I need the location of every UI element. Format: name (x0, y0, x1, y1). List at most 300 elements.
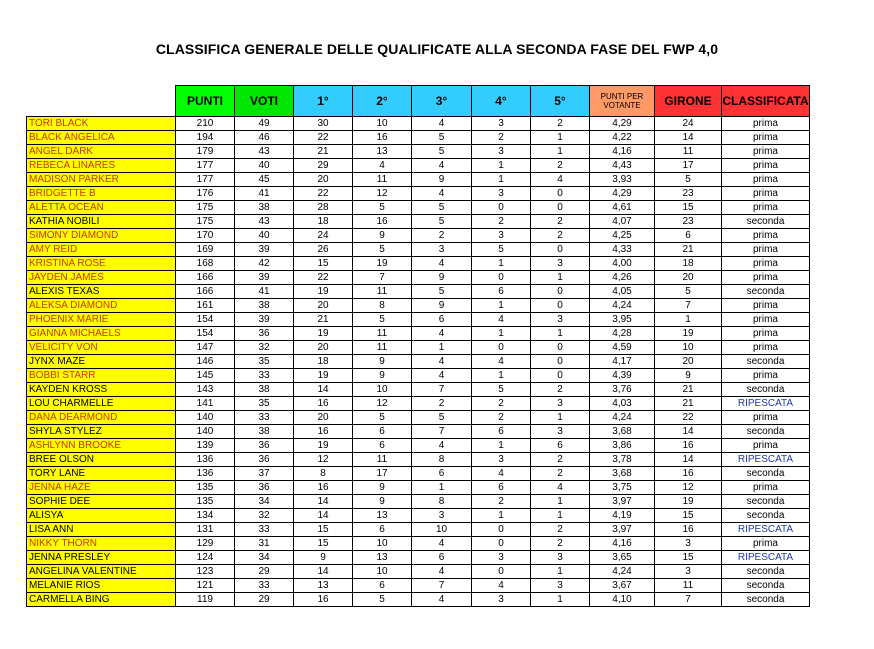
cell-girone: 15 (655, 551, 722, 565)
cell-girone: 10 (655, 341, 722, 355)
cell-5th: 2 (531, 117, 590, 131)
cell-2nd: 5 (353, 411, 412, 425)
cell-voti: 41 (235, 187, 294, 201)
cell-classificata: RIPESCATA (722, 453, 810, 467)
cell-girone: 12 (655, 481, 722, 495)
table-row (27, 243, 810, 257)
cell-1st: 18 (294, 215, 353, 229)
cell-punti-per-votante: 3,65 (590, 551, 655, 565)
cell-5th: 1 (531, 131, 590, 145)
cell-punti: 168 (176, 257, 235, 271)
cell-voti: 38 (235, 383, 294, 397)
cell-1st: 14 (294, 495, 353, 509)
cell-punti: 166 (176, 271, 235, 285)
cell-punti: 145 (176, 369, 235, 383)
table-row (27, 341, 810, 355)
cell-4th: 3 (472, 229, 531, 243)
cell-name: ANGELINA VALENTINE (27, 565, 176, 579)
cell-classificata: prima (722, 131, 810, 145)
cell-3rd: 4 (412, 565, 472, 579)
cell-punti: 154 (176, 313, 235, 327)
table-row (27, 425, 810, 439)
cell-punti: 140 (176, 411, 235, 425)
cell-2nd: 13 (353, 551, 412, 565)
cell-punti: 135 (176, 481, 235, 495)
cell-punti-per-votante: 4,59 (590, 341, 655, 355)
cell-2nd: 5 (353, 243, 412, 257)
cell-4th: 0 (472, 201, 531, 215)
cell-5th: 6 (531, 439, 590, 453)
cell-voti: 39 (235, 313, 294, 327)
cell-name: ALETTA OCEAN (27, 201, 176, 215)
cell-2nd: 16 (353, 215, 412, 229)
cell-2nd: 12 (353, 397, 412, 411)
cell-2nd: 11 (353, 327, 412, 341)
cell-4th: 1 (472, 159, 531, 173)
cell-1st: 15 (294, 523, 353, 537)
cell-3rd: 7 (412, 383, 472, 397)
cell-4th: 1 (472, 173, 531, 187)
table-row (27, 383, 810, 397)
cell-5th: 0 (531, 243, 590, 257)
cell-punti-per-votante: 4,39 (590, 369, 655, 383)
cell-4th: 3 (472, 551, 531, 565)
cell-classificata: RIPESCATA (722, 523, 810, 537)
cell-classificata: seconda (722, 565, 810, 579)
cell-name: NIKKY THORN (27, 537, 176, 551)
cell-1st: 8 (294, 467, 353, 481)
header-girone: GIRONE (655, 86, 722, 117)
cell-classificata: prima (722, 481, 810, 495)
cell-1st: 12 (294, 453, 353, 467)
cell-1st: 20 (294, 341, 353, 355)
cell-classificata: prima (722, 439, 810, 453)
cell-3rd: 4 (412, 257, 472, 271)
cell-name: REBECA LINARES (27, 159, 176, 173)
cell-name: VELICITY VON (27, 341, 176, 355)
cell-voti: 32 (235, 509, 294, 523)
cell-5th: 2 (531, 523, 590, 537)
cell-2nd: 12 (353, 187, 412, 201)
cell-punti: 154 (176, 327, 235, 341)
cell-name: LOU CHARMELLE (27, 397, 176, 411)
cell-classificata: prima (722, 201, 810, 215)
cell-3rd: 8 (412, 495, 472, 509)
cell-2nd: 9 (353, 495, 412, 509)
cell-1st: 14 (294, 383, 353, 397)
cell-2nd: 11 (353, 341, 412, 355)
cell-3rd: 4 (412, 327, 472, 341)
cell-punti: 170 (176, 229, 235, 243)
header-2nd: 2° (353, 86, 412, 117)
cell-3rd: 4 (412, 369, 472, 383)
cell-name: ALISYA (27, 509, 176, 523)
cell-voti: 39 (235, 271, 294, 285)
cell-punti: 146 (176, 355, 235, 369)
cell-punti-per-votante: 4,61 (590, 201, 655, 215)
cell-girone: 21 (655, 243, 722, 257)
cell-classificata: prima (722, 145, 810, 159)
cell-5th: 0 (531, 341, 590, 355)
cell-2nd: 6 (353, 439, 412, 453)
cell-voti: 36 (235, 481, 294, 495)
cell-2nd: 13 (353, 509, 412, 523)
cell-punti-per-votante: 3,93 (590, 173, 655, 187)
cell-punti-per-votante: 3,76 (590, 383, 655, 397)
cell-name: ASHLYNN BROOKE (27, 439, 176, 453)
cell-2nd: 9 (353, 355, 412, 369)
table-row (27, 523, 810, 537)
cell-4th: 5 (472, 383, 531, 397)
cell-classificata: seconda (722, 495, 810, 509)
cell-punti: 139 (176, 439, 235, 453)
cell-punti-per-votante: 4,22 (590, 131, 655, 145)
cell-punti-per-votante: 4,05 (590, 285, 655, 299)
cell-1st: 26 (294, 243, 353, 257)
table-row (27, 495, 810, 509)
cell-2nd: 10 (353, 117, 412, 131)
cell-voti: 31 (235, 537, 294, 551)
cell-5th: 3 (531, 551, 590, 565)
cell-classificata: seconda (722, 285, 810, 299)
cell-5th: 1 (531, 495, 590, 509)
cell-2nd: 9 (353, 481, 412, 495)
cell-punti-per-votante: 4,16 (590, 537, 655, 551)
cell-4th: 2 (472, 131, 531, 145)
cell-4th: 5 (472, 243, 531, 257)
cell-1st: 15 (294, 257, 353, 271)
cell-1st: 22 (294, 131, 353, 145)
cell-punti: 179 (176, 145, 235, 159)
cell-1st: 15 (294, 537, 353, 551)
cell-2nd: 5 (353, 313, 412, 327)
cell-3rd: 3 (412, 243, 472, 257)
cell-punti-per-votante: 4,24 (590, 565, 655, 579)
cell-1st: 30 (294, 117, 353, 131)
header-row (27, 86, 810, 117)
cell-5th: 2 (531, 537, 590, 551)
table-row (27, 173, 810, 187)
cell-voti: 36 (235, 439, 294, 453)
cell-4th: 0 (472, 565, 531, 579)
table-row (27, 579, 810, 593)
cell-2nd: 9 (353, 229, 412, 243)
cell-4th: 1 (472, 369, 531, 383)
header-3rd: 3° (412, 86, 472, 117)
cell-4th: 0 (472, 271, 531, 285)
cell-3rd: 2 (412, 229, 472, 243)
cell-4th: 2 (472, 411, 531, 425)
cell-punti: 175 (176, 215, 235, 229)
cell-name: TORI BLACK (27, 117, 176, 131)
cell-name: LISA ANN (27, 523, 176, 537)
cell-classificata: prima (722, 229, 810, 243)
cell-1st: 16 (294, 593, 353, 607)
cell-punti: 135 (176, 495, 235, 509)
cell-3rd: 9 (412, 173, 472, 187)
cell-5th: 4 (531, 481, 590, 495)
cell-punti-per-votante: 4,19 (590, 509, 655, 523)
cell-punti-per-votante: 3,78 (590, 453, 655, 467)
table-row (27, 299, 810, 313)
cell-5th: 2 (531, 215, 590, 229)
table-row (27, 453, 810, 467)
cell-girone: 21 (655, 383, 722, 397)
cell-classificata: seconda (722, 215, 810, 229)
cell-classificata: prima (722, 187, 810, 201)
table-row (27, 201, 810, 215)
cell-5th: 0 (531, 355, 590, 369)
cell-name: GIANNA MICHAELS (27, 327, 176, 341)
cell-4th: 3 (472, 593, 531, 607)
cell-punti: 175 (176, 201, 235, 215)
cell-4th: 1 (472, 327, 531, 341)
cell-1st: 19 (294, 285, 353, 299)
cell-classificata: seconda (722, 509, 810, 523)
cell-punti-per-votante: 3,97 (590, 495, 655, 509)
cell-punti-per-votante: 4,24 (590, 411, 655, 425)
cell-voti: 34 (235, 551, 294, 565)
cell-2nd: 6 (353, 425, 412, 439)
cell-punti-per-votante: 4,28 (590, 327, 655, 341)
cell-2nd: 6 (353, 523, 412, 537)
table-row (27, 313, 810, 327)
cell-girone: 5 (655, 173, 722, 187)
cell-5th: 2 (531, 229, 590, 243)
cell-2nd: 10 (353, 565, 412, 579)
cell-3rd: 10 (412, 523, 472, 537)
cell-3rd: 6 (412, 313, 472, 327)
cell-punti-per-votante: 4,26 (590, 271, 655, 285)
cell-4th: 3 (472, 145, 531, 159)
cell-girone: 24 (655, 117, 722, 131)
table-row (27, 565, 810, 579)
cell-5th: 0 (531, 299, 590, 313)
header-punti: PUNTI (176, 86, 235, 117)
cell-punti-per-votante: 4,10 (590, 593, 655, 607)
cell-4th: 4 (472, 579, 531, 593)
cell-5th: 3 (531, 257, 590, 271)
table-row (27, 411, 810, 425)
cell-name: TORY LANE (27, 467, 176, 481)
cell-name: BOBBI STARR (27, 369, 176, 383)
table-row (27, 271, 810, 285)
cell-name: SIMONY DIAMOND (27, 229, 176, 243)
cell-5th: 1 (531, 509, 590, 523)
cell-5th: 1 (531, 327, 590, 341)
cell-5th: 2 (531, 467, 590, 481)
cell-classificata: prima (722, 313, 810, 327)
cell-4th: 4 (472, 355, 531, 369)
cell-punti-per-votante: 3,97 (590, 523, 655, 537)
cell-punti: 177 (176, 173, 235, 187)
cell-punti-per-votante: 3,86 (590, 439, 655, 453)
page-title: CLASSIFICA GENERALE DELLE QUALIFICATE ALLA SECONDA FASE DEL FWP 4,0 (155, 41, 719, 57)
cell-5th: 1 (531, 145, 590, 159)
cell-3rd: 3 (412, 509, 472, 523)
cell-5th: 0 (531, 285, 590, 299)
cell-classificata: prima (722, 257, 810, 271)
cell-punti: 119 (176, 593, 235, 607)
cell-girone: 19 (655, 495, 722, 509)
header-blank (27, 86, 176, 117)
cell-punti: 176 (176, 187, 235, 201)
cell-girone: 23 (655, 187, 722, 201)
cell-2nd: 19 (353, 257, 412, 271)
cell-3rd: 2 (412, 397, 472, 411)
cell-1st: 21 (294, 145, 353, 159)
cell-punti: 147 (176, 341, 235, 355)
cell-3rd: 5 (412, 131, 472, 145)
cell-4th: 3 (472, 117, 531, 131)
cell-voti: 34 (235, 495, 294, 509)
cell-2nd: 11 (353, 173, 412, 187)
cell-2nd: 10 (353, 383, 412, 397)
cell-girone: 20 (655, 271, 722, 285)
cell-voti: 38 (235, 425, 294, 439)
cell-5th: 0 (531, 201, 590, 215)
table-row (27, 481, 810, 495)
cell-2nd: 11 (353, 285, 412, 299)
cell-girone: 18 (655, 257, 722, 271)
cell-punti: 143 (176, 383, 235, 397)
cell-voti: 29 (235, 565, 294, 579)
cell-voti: 41 (235, 285, 294, 299)
cell-3rd: 6 (412, 467, 472, 481)
cell-girone: 14 (655, 131, 722, 145)
cell-2nd: 9 (353, 369, 412, 383)
cell-5th: 4 (531, 173, 590, 187)
cell-girone: 15 (655, 509, 722, 523)
cell-3rd: 5 (412, 285, 472, 299)
cell-4th: 4 (472, 313, 531, 327)
cell-name: KATHIA NOBILI (27, 215, 176, 229)
cell-4th: 0 (472, 341, 531, 355)
cell-voti: 38 (235, 201, 294, 215)
cell-1st: 16 (294, 397, 353, 411)
cell-punti-per-votante: 3,68 (590, 467, 655, 481)
cell-classificata: prima (722, 299, 810, 313)
ranking-table (26, 85, 810, 607)
cell-1st: 19 (294, 369, 353, 383)
cell-2nd: 4 (353, 159, 412, 173)
cell-1st: 20 (294, 299, 353, 313)
table-row (27, 551, 810, 565)
cell-voti: 46 (235, 131, 294, 145)
cell-classificata: seconda (722, 593, 810, 607)
cell-punti-per-votante: 4,24 (590, 299, 655, 313)
cell-classificata: prima (722, 243, 810, 257)
cell-4th: 1 (472, 509, 531, 523)
cell-girone: 22 (655, 411, 722, 425)
cell-classificata: prima (722, 537, 810, 551)
cell-name: BREE OLSON (27, 453, 176, 467)
cell-1st: 24 (294, 229, 353, 243)
cell-2nd: 8 (353, 299, 412, 313)
cell-punti: 161 (176, 299, 235, 313)
cell-classificata: prima (722, 341, 810, 355)
cell-3rd: 4 (412, 537, 472, 551)
cell-3rd: 8 (412, 453, 472, 467)
cell-punti-per-votante: 3,67 (590, 579, 655, 593)
cell-1st: 16 (294, 481, 353, 495)
cell-voti: 35 (235, 355, 294, 369)
cell-classificata: seconda (722, 425, 810, 439)
cell-name: SOPHIE DEE (27, 495, 176, 509)
cell-punti: 141 (176, 397, 235, 411)
cell-voti: 29 (235, 593, 294, 607)
cell-punti-per-votante: 4,17 (590, 355, 655, 369)
cell-voti: 40 (235, 229, 294, 243)
cell-2nd: 17 (353, 467, 412, 481)
cell-4th: 2 (472, 215, 531, 229)
cell-name: SHYLA STYLEZ (27, 425, 176, 439)
cell-3rd: 7 (412, 425, 472, 439)
cell-girone: 23 (655, 215, 722, 229)
cell-name: JENNA PRESLEY (27, 551, 176, 565)
table-row (27, 439, 810, 453)
cell-1st: 20 (294, 173, 353, 187)
cell-voti: 36 (235, 327, 294, 341)
cell-voti: 33 (235, 523, 294, 537)
table-row (27, 187, 810, 201)
cell-1st: 22 (294, 271, 353, 285)
cell-voti: 39 (235, 243, 294, 257)
cell-4th: 3 (472, 187, 531, 201)
cell-2nd: 5 (353, 201, 412, 215)
cell-girone: 14 (655, 453, 722, 467)
cell-punti-per-votante: 4,16 (590, 145, 655, 159)
header-voti: VOTI (235, 86, 294, 117)
cell-punti: 210 (176, 117, 235, 131)
cell-4th: 4 (472, 467, 531, 481)
cell-voti: 33 (235, 411, 294, 425)
cell-2nd: 13 (353, 145, 412, 159)
header-1st: 1° (294, 86, 353, 117)
cell-punti-per-votante: 4,00 (590, 257, 655, 271)
cell-girone: 1 (655, 313, 722, 327)
cell-punti: 129 (176, 537, 235, 551)
cell-classificata: prima (722, 327, 810, 341)
cell-name: CARMELLA BING (27, 593, 176, 607)
cell-3rd: 5 (412, 145, 472, 159)
cell-1st: 9 (294, 551, 353, 565)
cell-girone: 11 (655, 145, 722, 159)
cell-name: ALEKSA DIAMOND (27, 299, 176, 313)
table-row (27, 509, 810, 523)
cell-punti-per-votante: 3,68 (590, 425, 655, 439)
header-4th: 4° (472, 86, 531, 117)
cell-punti: 136 (176, 453, 235, 467)
table-row (27, 467, 810, 481)
cell-3rd: 4 (412, 159, 472, 173)
cell-4th: 2 (472, 495, 531, 509)
cell-name: KAYDEN KROSS (27, 383, 176, 397)
cell-voti: 43 (235, 145, 294, 159)
cell-classificata: prima (722, 173, 810, 187)
cell-voti: 36 (235, 453, 294, 467)
cell-5th: 2 (531, 159, 590, 173)
table-row (27, 117, 810, 131)
cell-2nd: 7 (353, 271, 412, 285)
cell-name: MADISON PARKER (27, 173, 176, 187)
cell-voti: 32 (235, 341, 294, 355)
cell-1st: 21 (294, 313, 353, 327)
cell-name: JAYDEN JAMES (27, 271, 176, 285)
cell-name: BLACK ANGELICA (27, 131, 176, 145)
cell-3rd: 5 (412, 215, 472, 229)
cell-3rd: 1 (412, 341, 472, 355)
